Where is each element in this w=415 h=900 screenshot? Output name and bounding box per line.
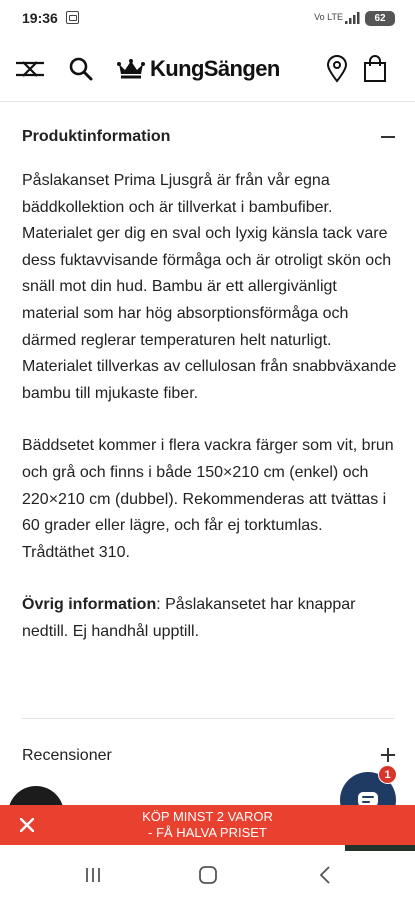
menu-close-button[interactable] [13,52,47,86]
description-paragraph: Bäddsetet kommer i flera vackra färger som vit, brun och grå och finns i både 150×210 cm (enkel) och 220×210 cm (dubbel). Rekommenderas att tvättas i 60 grader eller lägre, och får ej torktumlas. Trådtäthet 310. [22,437,394,561]
location-pin-icon [326,55,348,83]
shopping-bag-icon [363,55,387,83]
home-button[interactable] [194,863,222,887]
other-information [22,592,398,645]
expand-plus-icon [381,748,395,762]
close-icon [20,818,34,832]
description-paragraph: Påslakanset Prima Ljusgrå är från vår egna bäddkollektion och är tillverkat i bambufiber. Materialet ger dig en sval och lyxig känsla tack vare dess fuktavvisande förmåga och är otroligt skön och snäll mot din hud. Bambu är ett allergivänligt material som har hög absorptionsförmåga och därmed reglerar temperaturen helt naturligt. Materialet tillverkas av cellulosan från snabbväxande bambu till mjukaste fiber. [22,172,397,402]
back-chevron-icon [318,866,332,884]
status-bar [0,0,415,36]
home-icon [198,865,218,885]
app-header [0,38,415,102]
promo-line: KÖP MINST 2 VAROR [142,809,273,824]
collapse-minus-icon [381,136,395,138]
store-locator-button[interactable] [320,52,354,86]
product-description [22,168,398,672]
brand-name: KungSängen [150,56,280,81]
screenshot-notification-icon [66,11,79,24]
product-info-title: Produktinformation [22,128,171,145]
back-button[interactable] [311,863,339,887]
network-indicator: Vo LTE [314,12,343,22]
promo-line: - FÅ HALVA PRISET [148,825,267,840]
recent-apps-button[interactable] [79,863,107,887]
product-info-toggle[interactable] [22,124,397,150]
chat-notification-badge: 1 [378,765,397,784]
reviews-title: Recensioner [22,747,112,764]
crown-logo-icon [117,59,145,79]
recent-apps-icon [84,867,102,883]
brand-logo[interactable] [117,54,280,84]
section-divider [22,718,394,719]
reviews-toggle[interactable] [22,742,397,770]
search-button[interactable] [64,52,98,86]
battery-indicator: 62 [365,11,395,26]
close-icon [15,59,45,79]
other-information-label: Övrig information [22,596,157,614]
cart-button[interactable] [358,52,392,86]
status-indicators [275,9,395,27]
promo-banner[interactable] [0,805,415,845]
promo-text [60,809,355,841]
status-time: 19:36 [22,10,58,26]
search-icon [68,56,94,82]
system-navigation-bar [0,851,415,900]
other-information-text: : Påslakansetet har knappar nedtill. Ej handhål upptill. [22,596,356,640]
signal-icon [345,12,361,24]
promo-close-button[interactable] [16,814,38,836]
